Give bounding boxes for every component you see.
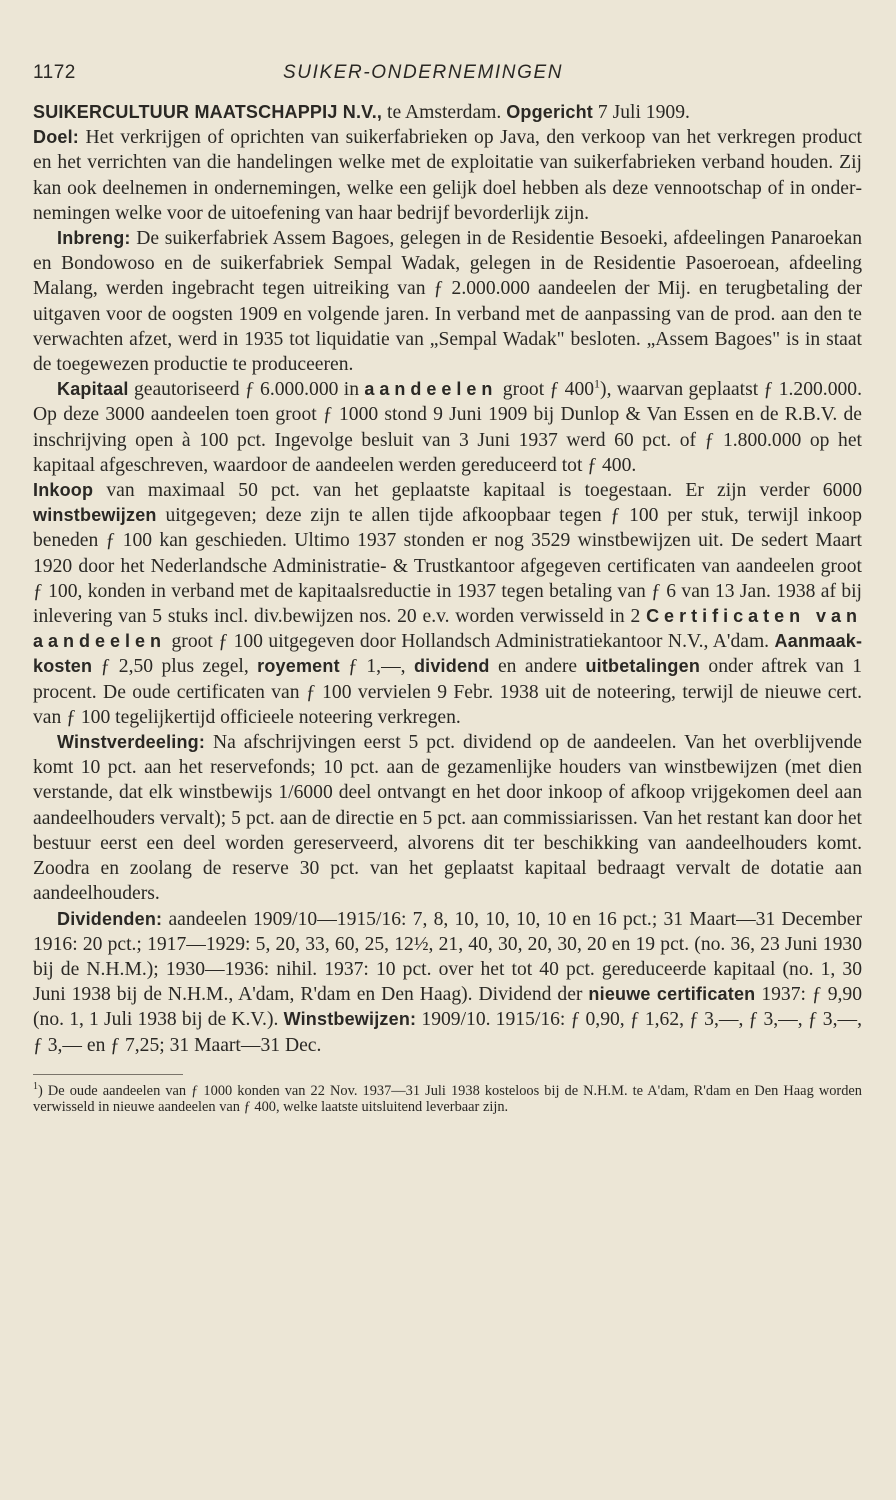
kapitaal-text-a: geautoriseerd ƒ 6.000.000 in [128, 379, 365, 401]
page-number: 1172 [33, 62, 76, 83]
founded-label: Opgericht [506, 102, 593, 122]
footnote-text: ) De oude aandeelen van ƒ 1000 konden van 22 Nov. 1937—31 Juli 1938 kosteloos bij de N.H.M. te A'dam, R'dam en Den Haag worden verwisseld in nieuwe aandeelen van ƒ 400, welke laatste uitsluitend leverbaar zijn. [33, 1082, 862, 1116]
kapitaal-spaced: aandeelen [364, 379, 498, 400]
winstverdeeling-text: Na afschrijvingen eerst 5 pct. dividend op de aandeelen. Van het overblijvende komt 10 pct. aan het reservefonds; 10 pct. aan de gezamenlijke houders van winstbewijzen (met dien verstande, dat elk winstbewijs 1/6000 deel ontvangt en het door inkoop of afkoop vrijgekomen deel aan aandeelhouders vervalt); 5 pct. aan de directie en 5 pct. aan commissiarissen. Van het restant kan door het bestuur eerst een deel worden gereserveerd, alvorens dit ter beschikking van aandeelhouders komt. Zoodra en zoolang de reserve 30 pct. van het geplaatst kapitaal bedraagt vervalt de dotatie aan aandeelhouders. [33, 732, 862, 905]
doel-paragraph [33, 125, 862, 226]
winstverdeeling-label: Winstverdeeling: [57, 732, 206, 753]
nieuwe-certificaten-label: nieuwe certificaten [588, 984, 756, 1005]
inbreng-label: Inbreng: [57, 228, 131, 249]
doel-label: Doel: [33, 127, 79, 148]
kapitaal-text-b: groot ƒ 400 [497, 379, 595, 401]
inbreng-text: De suikerfabriek Assem Bagoes, gelegen in de Residentie Besoeki, afdeelingen Panaroekan en Bondowoso en de suikerfabriek Sempal Wadak, gelegen in de Residentie Pasoeroean, afdeeling Malang, werden ingebracht tegen uitreiking van ƒ 2.000.000 aandeelen der Mij. en terugbetaling der uitgaven voor de oogsten 1909 en volgende jaren. In verband met de aanpassing van de prod. aan den te verwachten afzet, werd in 1935 tot liquidatie van „Sempal Wadak" besloten. „Assem Bagoes" is in staat de toegewezen productie te produceeren. [33, 228, 862, 376]
doel-text: Het verkrijgen of oprichten van suikerfabrieken op Java, den verkoop van het verkregen product en het verrichten van die handelingen welke met de exploitatie van suikerfabrieken verband houden. Zij kan ook deelnemen in ondernemingen, welke een gelijk doel hebben als deze vennootschap of in ondernemingen welke voor de uitoefening van haar bedrijf bevorderlijk zijn. [33, 127, 862, 224]
inkoop-label: Inkoop [33, 480, 94, 501]
dividenden-text-a: aandeelen 1909/10—1915/16: 7, 8, 10, 10, 10, 10 en 16 pct.; 31 Maart—31 December 1916: 20 pct.; 1917—1929: 5, 20, 33, 60, 25, 12½, 21, 40, 30, 20, 30, 20 en 19 pct. (no. 36, 23 Juni 1930 bij de N.H.M.); 1930—1936: nihil. 1937: 10 pct. over het tot 40 pct. gereduceerde kapitaal (no. 1, 30 Juni 1938 bij de N.H.M., A'dam, R'dam en Den Haag). Dividend der [33, 908, 862, 1006]
company-place: te Amsterdam. [382, 102, 507, 123]
inkoop-text-b: uitgegeven; deze zijn te allen tijde afkoopbaar tegen ƒ 100 per stuk, terwijl inkoop beneden ƒ 100 kan geschieden. Ultimo 1937 stonden er nog 3529 winstbewijzen uit. De sedert Maart 1920 door het Nederlandsche Administratie- & Trustkantoor afgegeven certificaten van aandeelen groot ƒ 100, konden in verband met de kapitaalsreductie in 1937 tegen betaling van ƒ 6 van 13 Jan. 1938 af bij inlevering van 5 stuks incl. div.bewijzen nos. 20 e.v. worden verwisseld in 2 [33, 505, 862, 628]
running-title: SUIKER-ONDERNEMINGEN [283, 62, 564, 83]
inkoop-text-e: ƒ 1,—, [339, 656, 414, 678]
kapitaal-label: Kapitaal [57, 379, 129, 400]
dividend-label: dividend [413, 656, 490, 677]
footnote-mark: 1 [33, 1080, 38, 1092]
founded-text: 7 Juli 1909. [593, 102, 690, 123]
inkoop-text-c: groot ƒ 100 uitgegeven door Hollandsch Administratiekantoor N.V., A'dam. [166, 631, 775, 653]
inkoop-text-d: ƒ 2,50 plus zegel, [92, 656, 258, 678]
aanmaakkosten-label: Aanmaakkosten [33, 631, 862, 677]
dividenden-label: Dividenden: [57, 908, 163, 929]
footnote [33, 1080, 862, 1116]
kapitaal-paragraph [33, 377, 862, 478]
running-head [33, 52, 862, 88]
kapitaal-text-c: ), waarvan geplaatst ƒ 1.200.000. Op deze 3000 aandeelen toen groot ƒ 1000 stond 9 Juni 1909 bij Dunlop & Van Essen en de R.B.V. de inschrijving open à 100 pct. Ingevolge besluit van 3 Juni 1937 werd 60 pct. of ƒ 1.800.000 op het kapitaal afgeschreven, waardoor de aandeelen werden gereduceerd tot ƒ 400. [33, 379, 862, 476]
royement-label: royement [257, 656, 340, 677]
inbreng-paragraph [33, 226, 862, 377]
inkoop-text-a: van maximaal 50 pct. van het geplaatste kapitaal is toegestaan. Er zijn verder 6000 [93, 480, 862, 502]
dividenden-paragraph [33, 907, 862, 1058]
entry-title-paragraph [33, 100, 862, 125]
winstverdeeling-paragraph [33, 730, 862, 906]
uitbetalingen-label: uitbetalingen [585, 656, 701, 677]
inkoop-paragraph [33, 478, 862, 730]
inkoop-text-f: en andere [489, 656, 586, 678]
footnote-reference: 1 [594, 376, 601, 391]
winstbewijzen-dividend-label: Winstbewijzen: [283, 1009, 417, 1030]
winstbewijzen-label: winstbewijzen [33, 505, 157, 526]
dividenden-text-c: 1909/10. 1915/16: ƒ 0,90, ƒ 1,62, ƒ 3,—, ƒ 3,—, ƒ 3,—, ƒ 3,— en ƒ 7,25; 31 Maart—31 Dec. [33, 1009, 862, 1056]
company-name: SUIKERCULTUUR MAATSCHAPPIJ N.V., [33, 102, 383, 122]
footnote-divider [33, 1074, 183, 1075]
entry-body [33, 100, 862, 1058]
certificaten-spaced: Certificaten van aandeelen [33, 606, 862, 652]
inkoop-text-g: onder aftrek van 1 procent. De oude certificaten van ƒ 100 vervielen 9 Febr. 1938 uit de noteering, terwijl de nieuwe cert. van ƒ 100 tegelijkertijd officieele noteering verkregen. [33, 656, 862, 728]
dividenden-text-b: 1937: ƒ 9,90 (no. 1, 1 Juli 1938 bij de K.V.). [33, 984, 862, 1031]
